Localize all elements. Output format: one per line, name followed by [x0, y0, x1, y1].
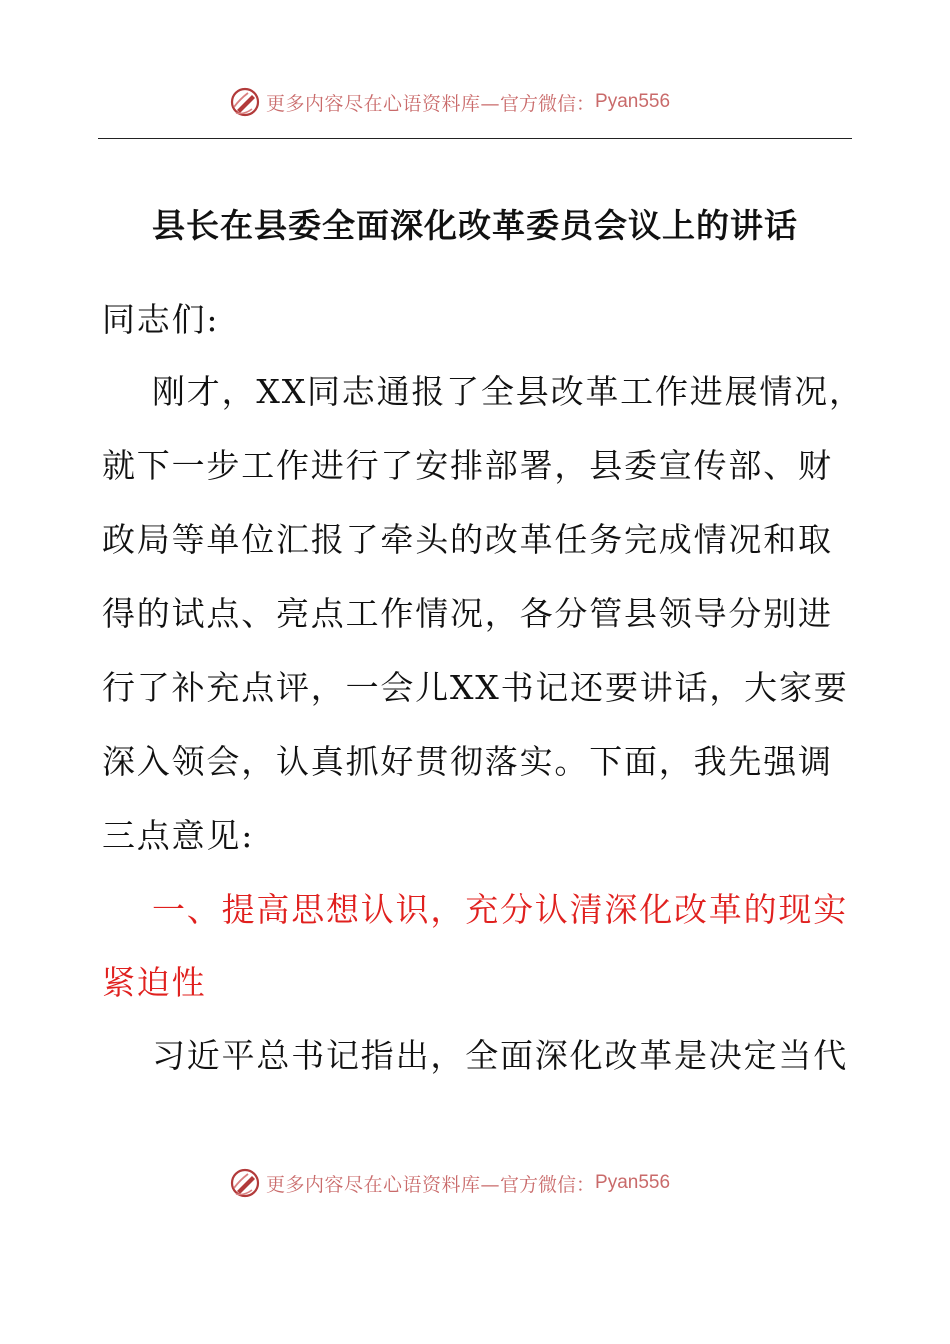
header-divider — [98, 138, 852, 139]
header-brand — [228, 82, 670, 122]
section-heading-line: 紧迫性 — [102, 963, 207, 1002]
paragraph-line: 政局等单位汇报了牵头的改革任务完成情况和取 — [102, 520, 833, 559]
paragraph-line: 得的试点、亮点工作情况，各分管县领导分别进 — [102, 594, 833, 633]
footer-brand — [228, 1163, 670, 1203]
header-wechat-label: 官方微信： — [500, 92, 596, 115]
pen-logo-icon — [228, 1166, 262, 1200]
salutation: 同志们: — [102, 300, 220, 339]
paragraph-line: 就下一步工作进行了安排部署，县委宣传部、财 — [102, 446, 833, 485]
footer-wechat-label: 官方微信： — [500, 1173, 596, 1196]
paragraph-line: 深入领会，认真抓好贯彻落实。下面，我先强调 — [102, 742, 833, 781]
header-slogan: 更多内容尽在心语资料库— — [266, 92, 501, 115]
footer-slogan: 更多内容尽在心语资料库— — [266, 1173, 501, 1196]
header-wechat-id: Pyan556 — [595, 91, 671, 112]
paragraph-line: 习近平总书记指出，全面深化改革是决定当代 — [152, 1036, 848, 1075]
paragraph-line: 刚才，XX同志通报了全县改革工作进展情况， — [152, 372, 864, 411]
footer-wechat-id: Pyan556 — [595, 1172, 671, 1193]
document-title: 县长在县委全面深化改革委员会议上的讲话 — [152, 206, 798, 245]
paragraph-line: 行了补充点评，一会儿XX书记还要讲话，大家要 — [102, 668, 849, 707]
paragraph-line: 三点意见: — [102, 816, 255, 855]
pen-logo-icon — [228, 85, 262, 119]
section-heading-line: 一、提高思想认识，充分认清深化改革的现实 — [152, 890, 848, 929]
